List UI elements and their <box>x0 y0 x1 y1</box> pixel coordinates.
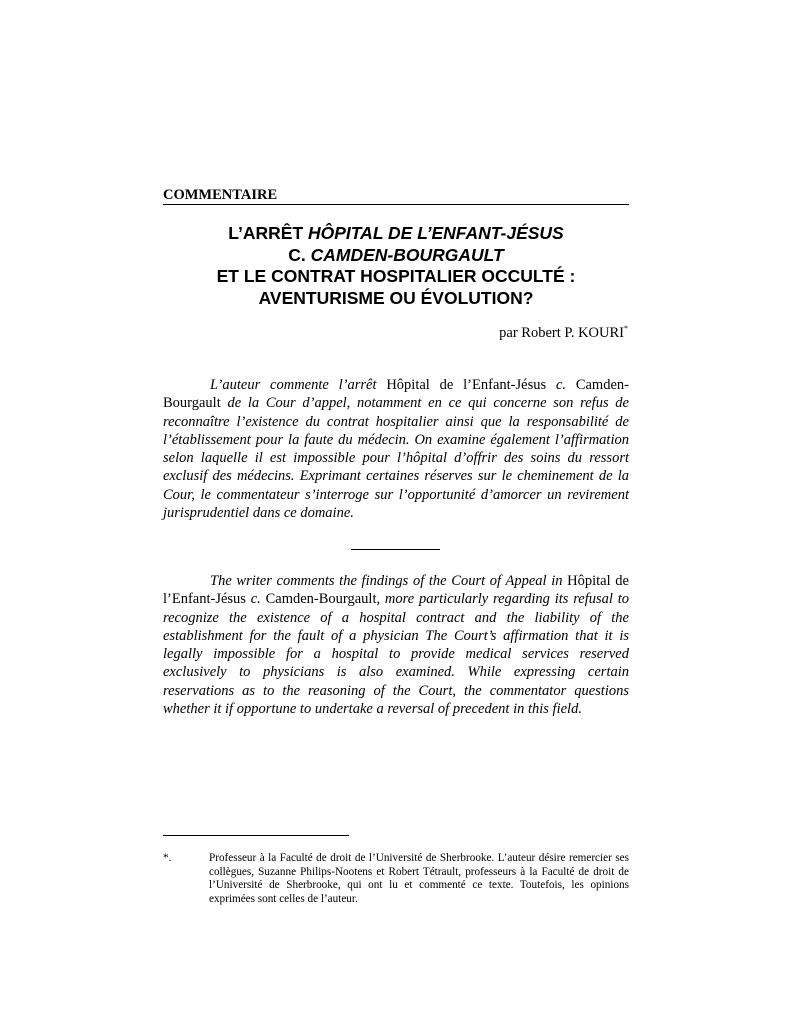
footnote-mark: *. <box>163 852 172 864</box>
author-footnote-mark: * <box>624 324 628 334</box>
title-line-1 <box>150 223 642 245</box>
footnote-rule <box>163 835 349 836</box>
abstract-en-case-name-2: Camden-Bourgault <box>260 591 377 608</box>
section-separator <box>351 549 440 550</box>
abstract-en-case-name-1: Hôpital de l’Enfant-Jésus <box>163 573 629 608</box>
section-label: COMMENTAIRE <box>163 187 629 205</box>
article-title <box>150 223 642 309</box>
abstract-french <box>163 376 629 522</box>
title-line-1-italic: HÔPITAL DE L’ENFANT-JÉSUS <box>308 223 564 243</box>
abstract-english <box>163 572 629 718</box>
author-byline <box>499 324 628 342</box>
title-line-3: ET LE CONTRAT HOSPITALIER OCCULTÉ : <box>216 266 576 286</box>
abstract-en-c: c. <box>250 591 261 608</box>
abstract-fr-part1: L’auteur commente l’arrêt <box>210 377 387 393</box>
abstract-fr-case-name-1: Hôpital de l’Enfant-Jésus <box>386 377 556 393</box>
abstract-fr-part2: de la Cour d’appel, notamment en ce qui concerne son refus de reconnaître l’existence du contrat hospitalier ainsi que la responsabilité de l’établissement pour la faute du médecin. On examine également l’affirmation selon laquelle il est impossible pour l’hôpital d’offrir des soins du ressort exclusif des médecins. Exprimant certaines réserves sur le cheminement de la Cour, le commentateur s’interroge sur l’opportunité d’amorcer un revirement jurisprudentiel dans ce domaine. <box>163 395 629 522</box>
abstract-fr-c: c. <box>555 377 566 393</box>
abstract-fr-case-name-2: Camden-Bourgault <box>163 377 629 412</box>
title-line-1-prefix: L’ARRÊT <box>228 223 308 243</box>
abstract-en-part2: , more particularly regarding its refusal to recognize the existence of a hospital contract and the liability of the establishment for the fault of a physician The Court’s affirmation that it is legally impossible for a hospital to provide medical services reserved exclusively to physicians is also examined. While expressing certain reservations as to the reasoning of the Court, the commentator questions whether it if opportune to undertake a reversal of precedent in this field. <box>163 591 629 718</box>
abstract-en-part1: The writer comments the findings of the Court of Appeal in <box>210 573 568 589</box>
title-line-4: AVENTURISME OU ÉVOLUTION? <box>258 287 534 308</box>
title-line-2 <box>150 245 642 267</box>
author-name: par Robert P. KOURI <box>499 325 624 341</box>
footnote <box>163 852 629 907</box>
title-line-2-prefix: C. <box>288 244 311 265</box>
footnote-text: Professeur à la Faculté de droit de l’Université de Sherbrooke. L’auteur désire remercier ses collègues, Suzanne Philips-Nootens et Robert Tétrault, professeurs à la Faculté de droit de l’Université de Sherbrooke, qui ont lu et commenté ce texte. Toutefois, les opinions exprimées sont celles de l’auteur. <box>209 852 629 906</box>
title-line-2-italic: CAMDEN-BOURGAULT <box>310 244 504 265</box>
